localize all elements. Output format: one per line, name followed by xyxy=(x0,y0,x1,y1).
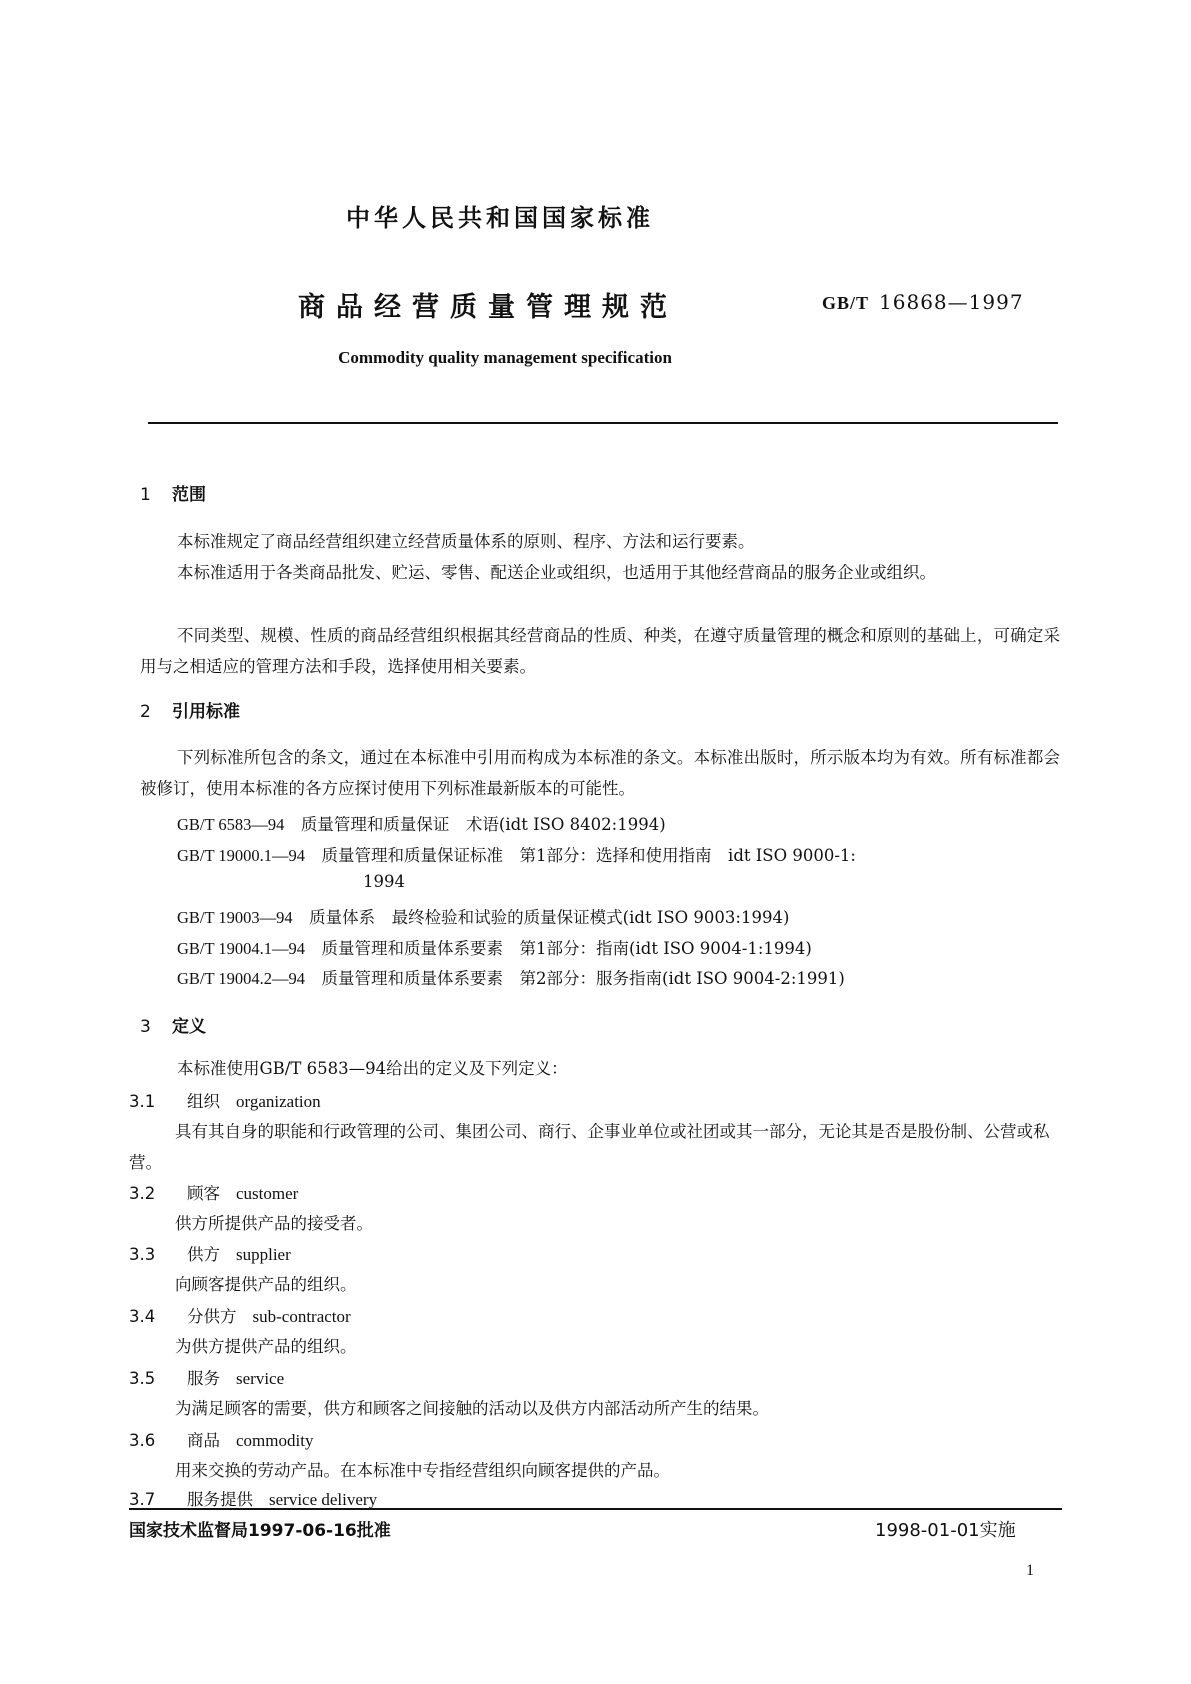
definition-term xyxy=(129,1088,321,1112)
definition-term-zh: 服务 xyxy=(187,1369,220,1388)
definition-term xyxy=(129,1303,351,1327)
reference-item xyxy=(177,811,666,835)
definition-term-en: sub-contractor xyxy=(252,1307,351,1326)
definition-number: 3.5 xyxy=(129,1369,156,1388)
page-number: 1 xyxy=(1026,1562,1034,1579)
definition-body: 向顾客提供产品的组织。 xyxy=(175,1275,357,1294)
definition-term-en: service delivery xyxy=(269,1490,378,1509)
definition-number: 3.7 xyxy=(129,1490,156,1509)
national-standard-heading: 中华人民共和国国家标准 xyxy=(346,204,654,232)
reference-item xyxy=(177,842,856,866)
effective-date: 1998-01-01实施 xyxy=(875,1520,1016,1541)
section-heading-definitions xyxy=(140,1012,206,1037)
section-number: 3 xyxy=(140,1017,151,1037)
definition-body: 为满足顾客的需要，供方和顾客之间接触的活动以及供方内部活动所产生的结果。 xyxy=(175,1399,769,1418)
reference-item xyxy=(177,965,845,989)
definition-number: 3.3 xyxy=(129,1245,156,1264)
standard-code-number: 16868—1997 xyxy=(879,290,1024,314)
definition-term xyxy=(129,1365,284,1389)
definition-term-en: supplier xyxy=(236,1245,291,1264)
section-number: 1 xyxy=(140,485,151,505)
reference-code: GB/T 19000.1—94 xyxy=(177,846,306,865)
definition-term-zh: 分供方 xyxy=(187,1307,237,1326)
reference-code: GB/T 19004.2—94 xyxy=(177,969,306,988)
definition-term xyxy=(129,1180,298,1204)
definition-term xyxy=(129,1241,291,1265)
definition-term-zh: 服务提供 xyxy=(187,1490,253,1509)
reference-code: GB/T 19004.1—94 xyxy=(177,939,306,958)
definition-term-zh: 商品 xyxy=(187,1431,220,1450)
scope-paragraph-1: 本标准规定了商品经营组织建立经营质量体系的原则、程序、方法和运行要素。 xyxy=(177,532,755,551)
definition-body: 用来交换的劳动产品。在本标准中专指经营组织向顾客提供的产品。 xyxy=(175,1461,670,1480)
section-number: 2 xyxy=(140,702,151,722)
reference-text: 质量管理和质量体系要素 第1部分：指南(idt ISO 9004-1:1994) xyxy=(321,939,812,958)
definition-term xyxy=(129,1486,377,1510)
reference-text: 质量管理和质量体系要素 第2部分：服务指南(idt ISO 9004-2:1991) xyxy=(321,969,845,988)
reference-text: 质量管理和质量保证标准 第1部分：选择和使用指南 idt ISO 9000-1: xyxy=(321,846,856,865)
english-title: Commodity quality management specification xyxy=(338,348,672,367)
approval-date: 国家技术监督局1997-06-16批准 xyxy=(129,1521,391,1541)
reference-code: GB/T 6583—94 xyxy=(177,815,285,834)
definition-term xyxy=(129,1427,313,1451)
definition-number: 3.4 xyxy=(129,1307,156,1326)
definition-term-en: customer xyxy=(236,1184,299,1203)
scope-paragraph-3: 不同类型、规模、性质的商品经营组织根据其经营商品的性质、种类，在遵守质量管理的概念和原则的基础上，可确定采用与之相适应的管理方法和手段，选择使用相关要素。 xyxy=(140,626,1060,676)
reference-item xyxy=(177,904,789,928)
reference-text: 质量体系 最终检验和试验的质量保证模式(idt ISO 9003:1994) xyxy=(309,908,790,927)
definition-term-en: commodity xyxy=(236,1431,314,1450)
definition-term-en: service xyxy=(236,1369,285,1388)
definitions-intro: 本标准使用GB/T 6583—94给出的定义及下列定义： xyxy=(177,1059,568,1078)
reference-text: 质量管理和质量保证 术语(idt ISO 8402:1994) xyxy=(300,815,666,834)
definition-term-zh: 供方 xyxy=(187,1245,220,1264)
document-title: 商品经营质量管理规范 xyxy=(298,292,678,323)
section-title: 引用标准 xyxy=(172,702,240,722)
standard-code-prefix: GB/T xyxy=(822,293,870,313)
section-heading-references xyxy=(140,697,240,722)
definition-number: 3.1 xyxy=(129,1092,156,1111)
definition-body: 供方所提供产品的接受者。 xyxy=(175,1214,373,1233)
definition-body: 为供方提供产品的组织。 xyxy=(175,1337,357,1356)
reference-continuation: 1994 xyxy=(363,872,405,891)
scope-paragraph-2: 本标准适用于各类商品批发、贮运、零售、配送企业或组织，也适用于其他经营商品的服务企业或组织。 xyxy=(177,563,936,582)
definition-term-zh: 组织 xyxy=(187,1092,220,1111)
footer-divider xyxy=(129,1508,1062,1510)
reference-code: GB/T 19003—94 xyxy=(177,908,293,927)
header-divider xyxy=(148,422,1058,424)
section-title: 范围 xyxy=(172,485,206,505)
standard-code xyxy=(822,290,1024,314)
definition-body: 具有其自身的职能和行政管理的公司、集团公司、商行、企事业单位或社团或其一部分，无论其是否是股份制、公营或私营。 xyxy=(129,1122,1050,1172)
definition-term-en: organization xyxy=(236,1092,321,1111)
section-title: 定义 xyxy=(172,1017,206,1037)
section-heading-scope xyxy=(140,480,206,505)
reference-item xyxy=(177,935,812,959)
definition-term-zh: 顾客 xyxy=(187,1184,220,1203)
definition-number: 3.6 xyxy=(129,1431,156,1450)
definition-number: 3.2 xyxy=(129,1184,156,1203)
references-intro: 下列标准所包含的条文，通过在本标准中引用而构成为本标准的条文。本标准出版时，所示版本均为有效。所有标准都会被修订，使用本标准的各方应探讨使用下列标准最新版本的可能性。 xyxy=(140,748,1060,798)
